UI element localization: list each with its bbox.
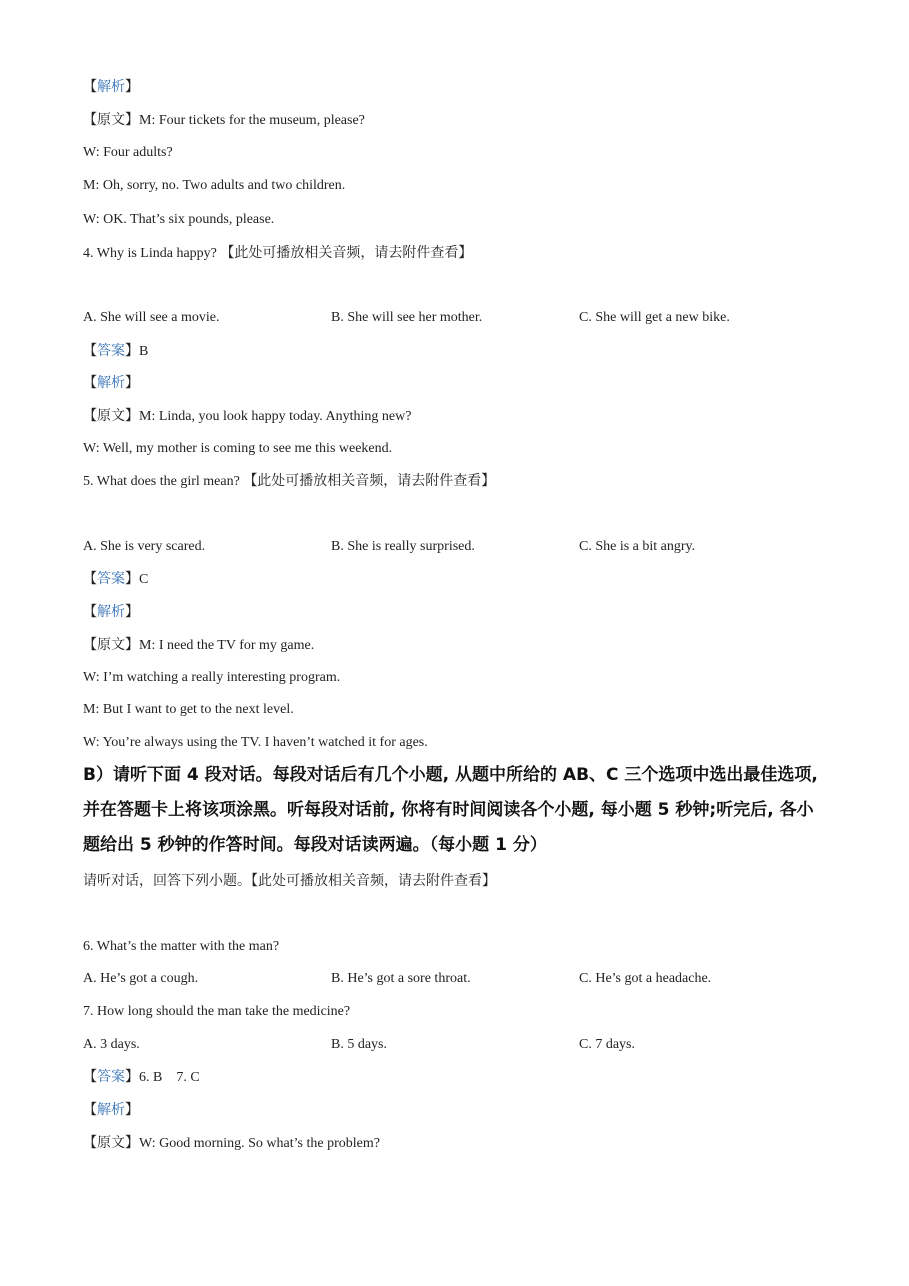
analysis-label: 【解析】 — [83, 79, 139, 95]
transcript-line: W: You’re always using the TV. I haven’t watched it for ages. — [83, 735, 428, 750]
analysis-label: 【解析】 — [83, 1102, 139, 1118]
analysis-label: 【解析】 — [83, 375, 139, 391]
answer-label: 【答案】C — [83, 571, 149, 587]
transcript-line: 【原文】M: Linda, you look happy today. Anything new? — [83, 408, 412, 424]
option-b: B. He’s got a sore throat. — [331, 971, 471, 986]
section-b-heading: B）请听下面 4 段对话。每段对话后有几个小题, 从题中所给的 AB、C 三个选项中选出最佳选项, 并在答题卡上将该项涂黑。听每段对话前, 你将有时间阅读各个小题, 每小题 5 秒钟;听完后, 各小题给出 5 秒钟的作答时间。每段对话读两遍。（每小题 1 分） — [83, 765, 818, 855]
question-7: 7. How long should the man take the medicine? — [83, 1004, 351, 1019]
option-c: C. She is a bit angry. — [579, 539, 696, 554]
transcript-line: W: I’m watching a really interesting program. — [83, 670, 341, 685]
question-6: 6. What’s the matter with the man? — [83, 939, 280, 954]
question-5: 5. What does the girl mean? 【此处可播放相关音频，请去附件查看】 — [83, 473, 496, 489]
option-c: C. She will get a new bike. — [579, 310, 730, 325]
option-a: A. She is very scared. — [83, 539, 206, 554]
option-b: B. She will see her mother. — [331, 310, 483, 325]
option-c: C. He’s got a headache. — [579, 971, 712, 986]
section-b-instruction: 请听对话，回答下列小题。【此处可播放相关音频，请去附件查看】 — [83, 873, 496, 889]
option-a: A. He’s got a cough. — [83, 971, 199, 986]
transcript-line: W: OK. That’s six pounds, please. — [83, 212, 275, 227]
transcript-line: W: Four adults? — [83, 145, 173, 160]
answer-label: 【答案】B — [83, 343, 149, 359]
transcript-line: M: Oh, sorry, no. Two adults and two children. — [83, 178, 346, 193]
transcript-line: M: But I want to get to the next level. — [83, 702, 294, 717]
option-c: C. 7 days. — [579, 1037, 635, 1052]
transcript-line: 【原文】M: Four tickets for the museum, please? — [83, 112, 365, 128]
transcript-line: W: Well, my mother is coming to see me this weekend. — [83, 441, 393, 456]
option-b: B. 5 days. — [331, 1037, 387, 1052]
transcript-line: 【原文】W: Good morning. So what’s the problem? — [83, 1135, 380, 1151]
question-4: 4. Why is Linda happy? 【此处可播放相关音频，请去附件查看】 — [83, 245, 473, 261]
answer-label: 【答案】6. B 7. C — [83, 1069, 200, 1085]
transcript-line: 【原文】M: I need the TV for my game. — [83, 637, 315, 653]
analysis-label: 【解析】 — [83, 604, 139, 620]
option-a: A. She will see a movie. — [83, 310, 220, 325]
option-b: B. She is really surprised. — [331, 539, 475, 554]
option-a: A. 3 days. — [83, 1037, 140, 1052]
